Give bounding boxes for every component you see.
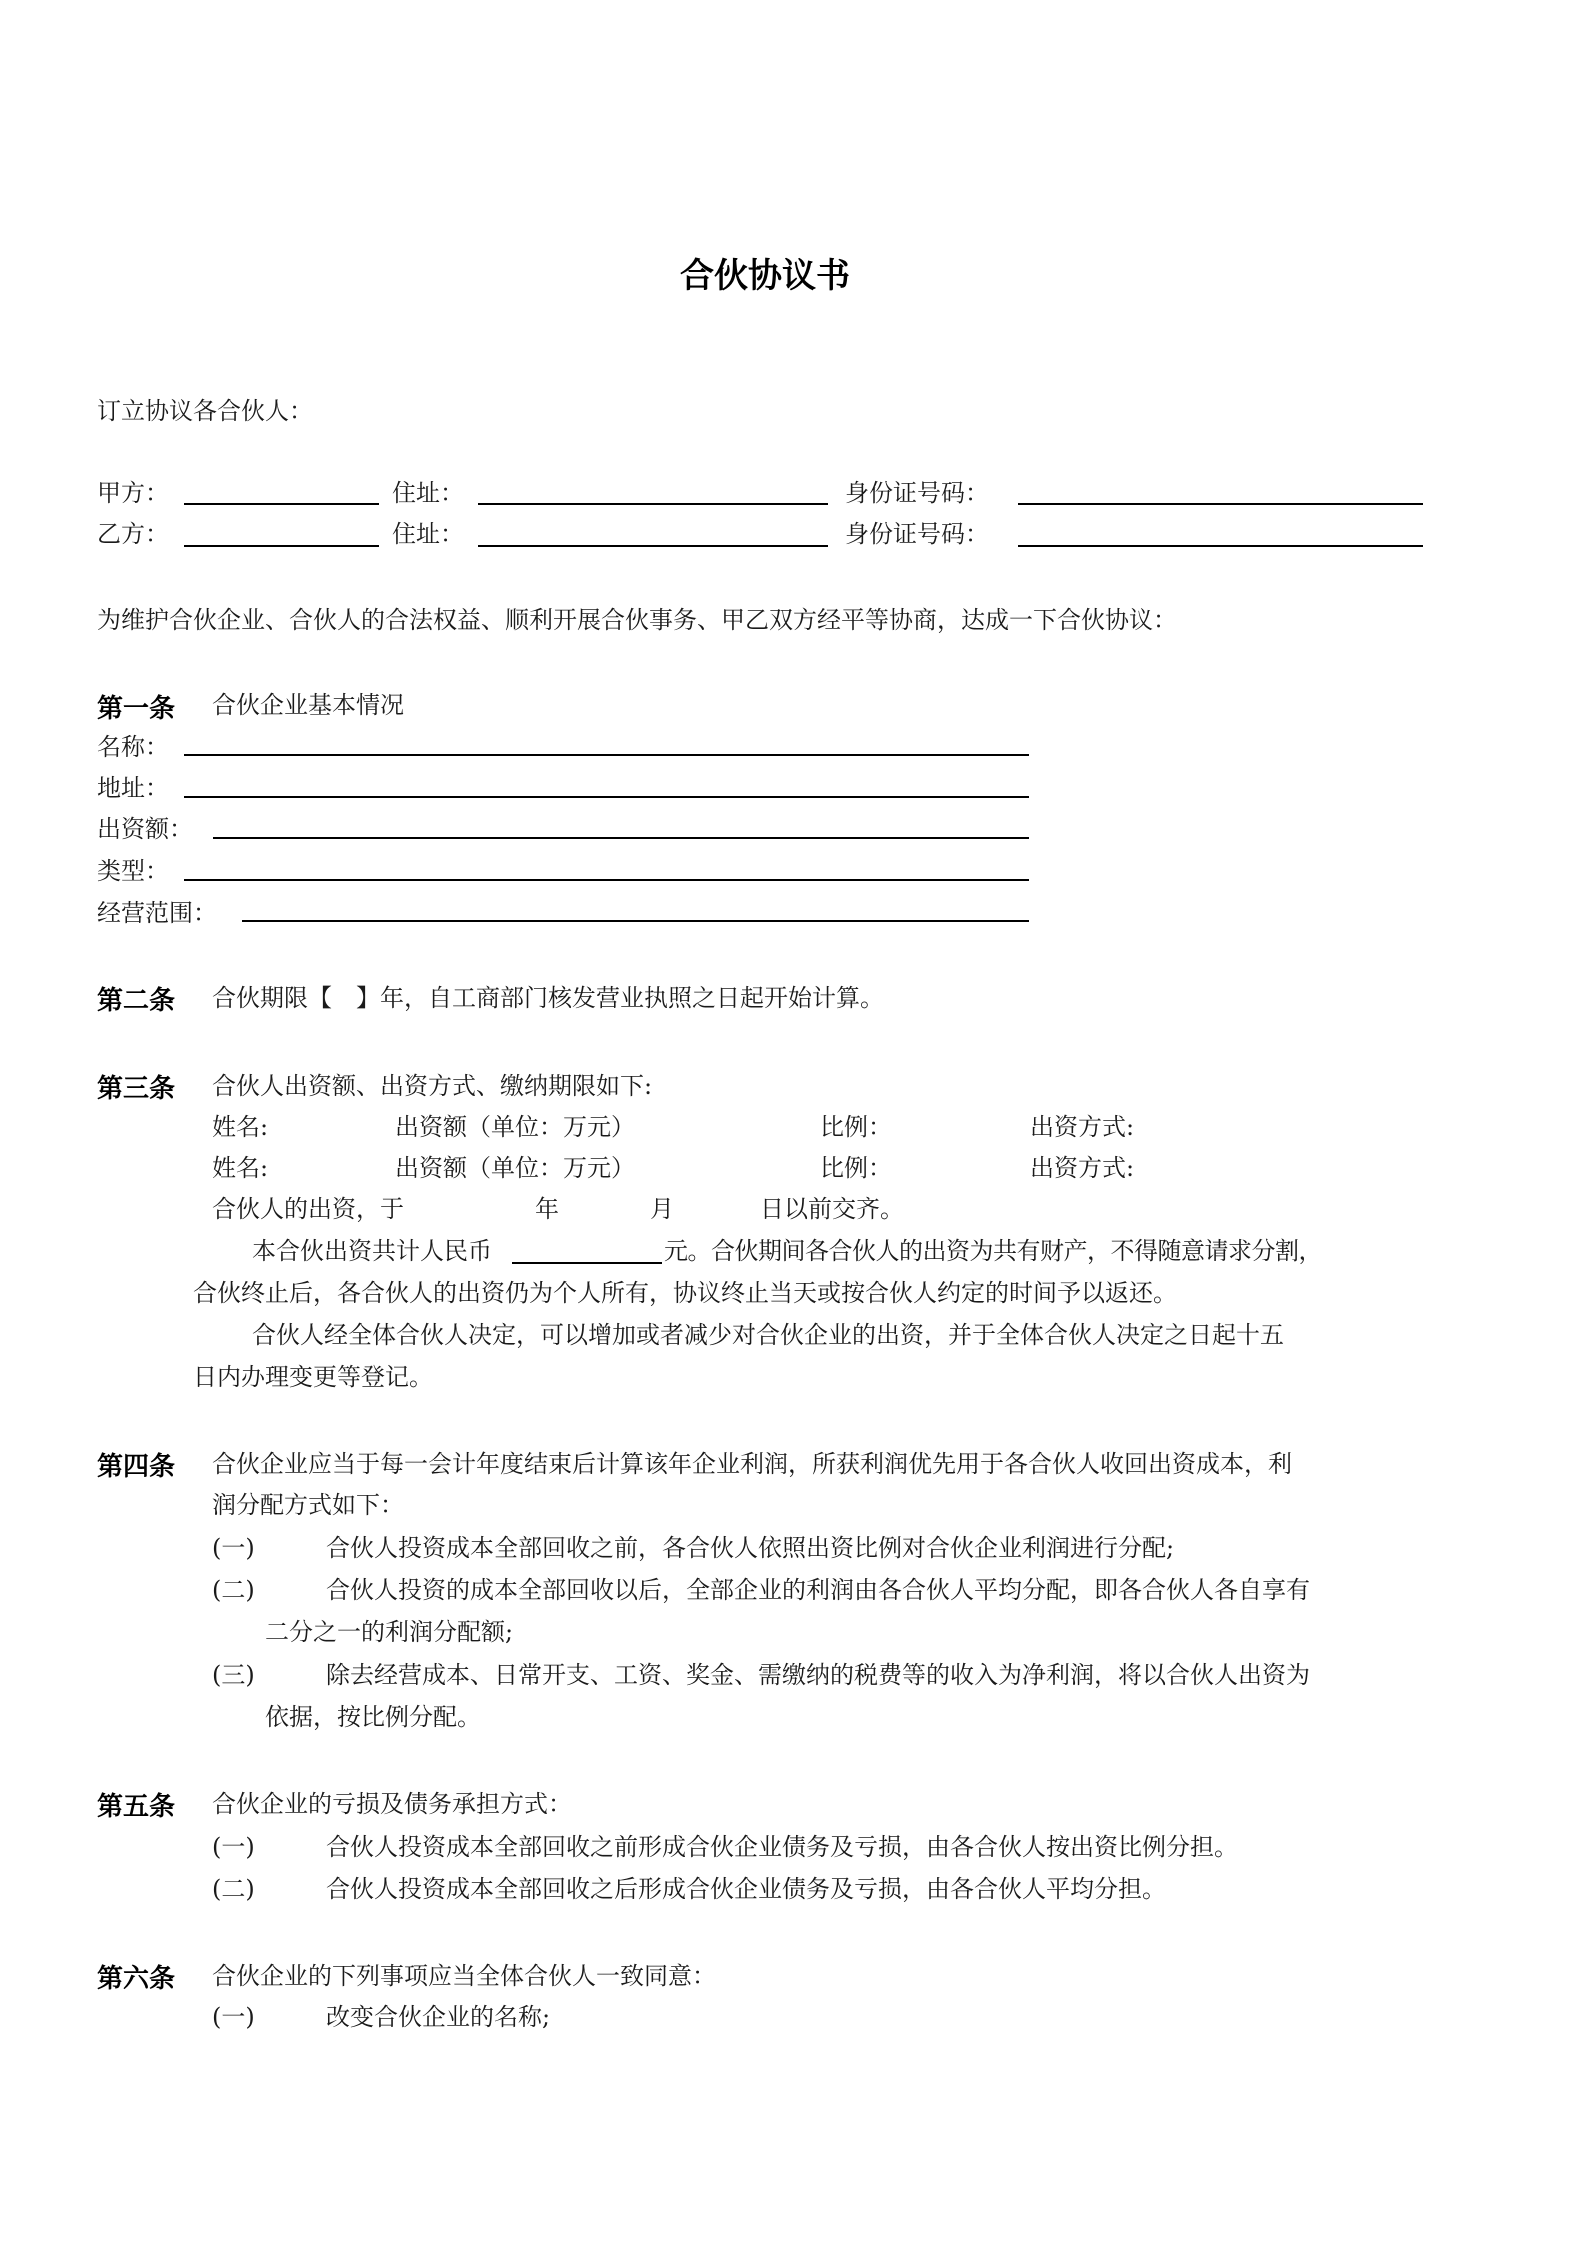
capital-change-text-cont: 日内办理变更等登记。	[193, 1363, 433, 1391]
business-scope-field[interactable]	[242, 920, 1029, 922]
article-1-heading: 第一条	[97, 694, 176, 724]
company-name-label: 名称：	[97, 733, 169, 761]
article-4-text-cont: 润分配方式如下：	[212, 1491, 404, 1519]
deadline-year: 年	[535, 1195, 559, 1223]
item-text: 合伙人投资成本全部回收之前形成合伙企业债务及亏损，由各合伙人按出资比例分担。	[326, 1833, 1238, 1861]
item-number: (一)	[212, 2003, 255, 2031]
company-name-field[interactable]	[184, 754, 1029, 756]
party-b-id-field[interactable]	[1018, 545, 1423, 547]
party-b-name-field[interactable]	[184, 545, 379, 547]
article-2-text: 合伙期限【 】年，自工商部门核发营业执照之日起开始计算。	[212, 984, 884, 1012]
total-capital-text-start: 本合伙出资共计人民币	[252, 1237, 492, 1265]
item-number: (三)	[212, 1661, 255, 1689]
contribution-ratio-label: 比例：	[820, 1113, 892, 1141]
item-text-cont: 二分之一的利润分配额;	[265, 1618, 514, 1646]
capital-change-text: 合伙人经全体合伙人决定，可以增加或者减少对合伙企业的出资，并于全体合伙人决定之日起十五	[252, 1321, 1284, 1349]
article-3-title: 合伙人出资额、出资方式、缴纳期限如下:	[212, 1072, 653, 1100]
item-text: 改变合伙企业的名称;	[326, 2003, 551, 2031]
capital-label: 出资额：	[97, 815, 193, 843]
total-capital-field[interactable]	[512, 1262, 662, 1264]
item-text: 合伙人投资成本全部回收之后形成合伙企业债务及亏损，由各合伙人平均分担。	[326, 1875, 1166, 1903]
article-4-text: 合伙企业应当于每一会计年度结束后计算该年企业利润，所获利润优先用于各合伙人收回出资成本，利	[212, 1450, 1292, 1478]
type-label: 类型：	[97, 857, 169, 885]
company-address-field[interactable]	[184, 796, 1029, 798]
party-b-address-field[interactable]	[478, 545, 828, 547]
company-address-label: 地址：	[97, 774, 169, 802]
item-text: 合伙人投资成本全部回收之前，各合伙人依照出资比例对合伙企业利润进行分配;	[326, 1534, 1175, 1562]
document-title: 合伙协议书	[680, 256, 850, 296]
party-a-address-label: 住址：	[392, 479, 464, 507]
contribution-amount-label: 出资额（单位：万元）	[395, 1113, 635, 1141]
party-b-id-label: 身份证号码：	[845, 520, 989, 548]
article-6-title: 合伙企业的下列事项应当全体合伙人一致同意：	[212, 1962, 716, 1990]
deadline-month: 月	[650, 1195, 674, 1223]
party-a-label: 甲方：	[97, 479, 169, 507]
item-text: 合伙人投资的成本全部回收以后，全部企业的利润由各合伙人平均分配，即各合伙人各自享有	[326, 1576, 1310, 1604]
article-3-heading: 第三条	[97, 1074, 176, 1104]
item-text: 除去经营成本、日常开支、工资、奖金、需缴纳的税费等的收入为净利润，将以合伙人出资为	[326, 1661, 1310, 1689]
contribution-name-label: 姓名:	[212, 1113, 269, 1141]
total-capital-text-cont: 合伙终止后，各合伙人的出资仍为个人所有，协议终止当天或按合伙人约定的时间予以返还。	[193, 1279, 1177, 1307]
type-field[interactable]	[184, 879, 1029, 881]
item-number: (一)	[212, 1833, 255, 1861]
contribution-name-label: 姓名:	[212, 1154, 269, 1182]
business-scope-label: 经营范围：	[97, 899, 217, 927]
party-a-name-field[interactable]	[184, 503, 379, 505]
contribution-ratio-label: 比例：	[820, 1154, 892, 1182]
party-a-id-field[interactable]	[1018, 503, 1423, 505]
party-a-id-label: 身份证号码：	[845, 479, 989, 507]
article-2-heading: 第二条	[97, 986, 176, 1016]
article-1-title: 合伙企业基本情况	[212, 691, 404, 719]
item-number: (一)	[212, 1534, 255, 1562]
item-text-cont: 依据，按比例分配。	[265, 1703, 481, 1731]
item-number: (二)	[212, 1576, 255, 1604]
contribution-method-label: 出资方式:	[1030, 1113, 1135, 1141]
contribution-amount-label: 出资额（单位：万元）	[395, 1154, 635, 1182]
party-b-address-label: 住址：	[392, 520, 464, 548]
article-6-heading: 第六条	[97, 1964, 176, 1994]
party-a-address-field[interactable]	[478, 503, 828, 505]
article-5-heading: 第五条	[97, 1792, 176, 1822]
intro-label: 订立协议各合伙人：	[97, 397, 313, 425]
article-5-title: 合伙企业的亏损及债务承担方式：	[212, 1790, 572, 1818]
capital-field[interactable]	[213, 837, 1029, 839]
contribution-method-label: 出资方式:	[1030, 1154, 1135, 1182]
deadline-suffix: 日以前交齐。	[760, 1195, 904, 1223]
preamble: 为维护合伙企业、合伙人的合法权益、顺利开展合伙事务、甲乙双方经平等协商，达成一下合伙协议：	[97, 606, 1177, 634]
item-number: (二)	[212, 1875, 255, 1903]
total-capital-text-end: 元。合伙期间各合伙人的出资为共有财产，不得随意请求分割，	[664, 1237, 1322, 1265]
article-4-heading: 第四条	[97, 1452, 176, 1482]
party-b-label: 乙方：	[97, 520, 169, 548]
deadline-prefix: 合伙人的出资，于	[212, 1195, 404, 1223]
